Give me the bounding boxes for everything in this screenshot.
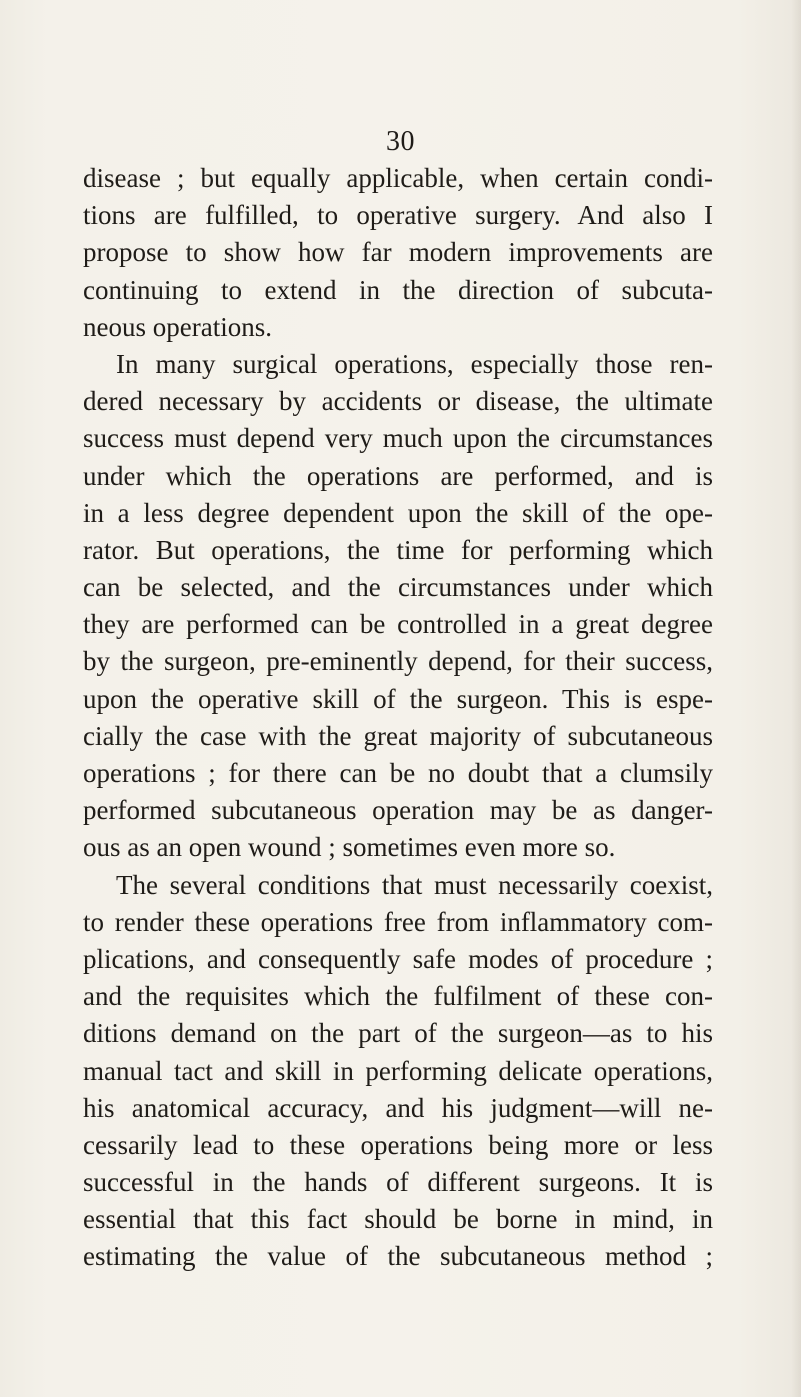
- text-line: by the surgeon, pre-eminently depend, for their success,: [83, 646, 713, 677]
- text-line: manual tact and skill in performing delicate operations,: [83, 1055, 713, 1086]
- text-line: and the requisites which the fulfilment of these con-: [83, 981, 713, 1012]
- text-line: propose to show how far modern improvements are: [83, 237, 713, 268]
- body-text: [83, 160, 713, 1276]
- text-line: plications, and consequently safe modes of procedure ;: [83, 943, 713, 974]
- page-number: 30: [386, 126, 415, 157]
- text-line: successful in the hands of different surgeons. It is: [83, 1167, 713, 1198]
- text-line: The several conditions that must necessarily coexist,: [116, 869, 713, 900]
- text-line: can be selected, and the circumstances under which: [83, 572, 713, 603]
- text-line: in a less degree dependent upon the skill of the ope-: [83, 497, 713, 528]
- page-edge-shadow: [791, 0, 801, 1397]
- text-line: his anatomical accuracy, and his judgment—will ne-: [83, 1092, 713, 1123]
- text-line: upon the operative skill of the surgeon. This is espe-: [83, 683, 713, 714]
- text-line: under which the operations are performed, and is: [83, 460, 713, 491]
- text-line: estimating the value of the subcutaneous method ;: [83, 1241, 713, 1272]
- text-line: continuing to extend in the direction of subcuta-: [83, 274, 713, 305]
- text-line: tions are fulfilled, to operative surgery. And also I: [83, 200, 713, 231]
- text-line: essential that this fact should be borne in mind, in: [83, 1204, 713, 1235]
- text-line: disease ; but equally applicable, when certain condi-: [83, 163, 713, 193]
- text-line: cessarily lead to these operations being more or less: [83, 1129, 713, 1160]
- text-line: operations ; for there can be no doubt that a clumsily: [83, 758, 713, 788]
- text-line: In many surgical operations, especially those ren-: [116, 348, 713, 379]
- text-line: dered necessary by accidents or disease, the ultimate: [83, 386, 713, 417]
- text-line: neous operations.: [83, 311, 272, 342]
- text-line: they are performed can be controlled in a great degree: [83, 609, 713, 640]
- text-line: ditions demand on the part of the surgeon—as to his: [83, 1018, 713, 1049]
- text-line: success must depend very much upon the circumstances: [83, 423, 713, 454]
- text-line: rator. But operations, the time for performing which: [83, 534, 713, 565]
- text-line: ous as an open wound ; sometimes even more so.: [83, 832, 616, 863]
- text-line: performed subcutaneous operation may be as danger-: [83, 795, 713, 826]
- text-line: to render these operations free from inflammatory com-: [83, 906, 713, 937]
- text-line: cially the case with the great majority of subcutaneous: [83, 720, 713, 751]
